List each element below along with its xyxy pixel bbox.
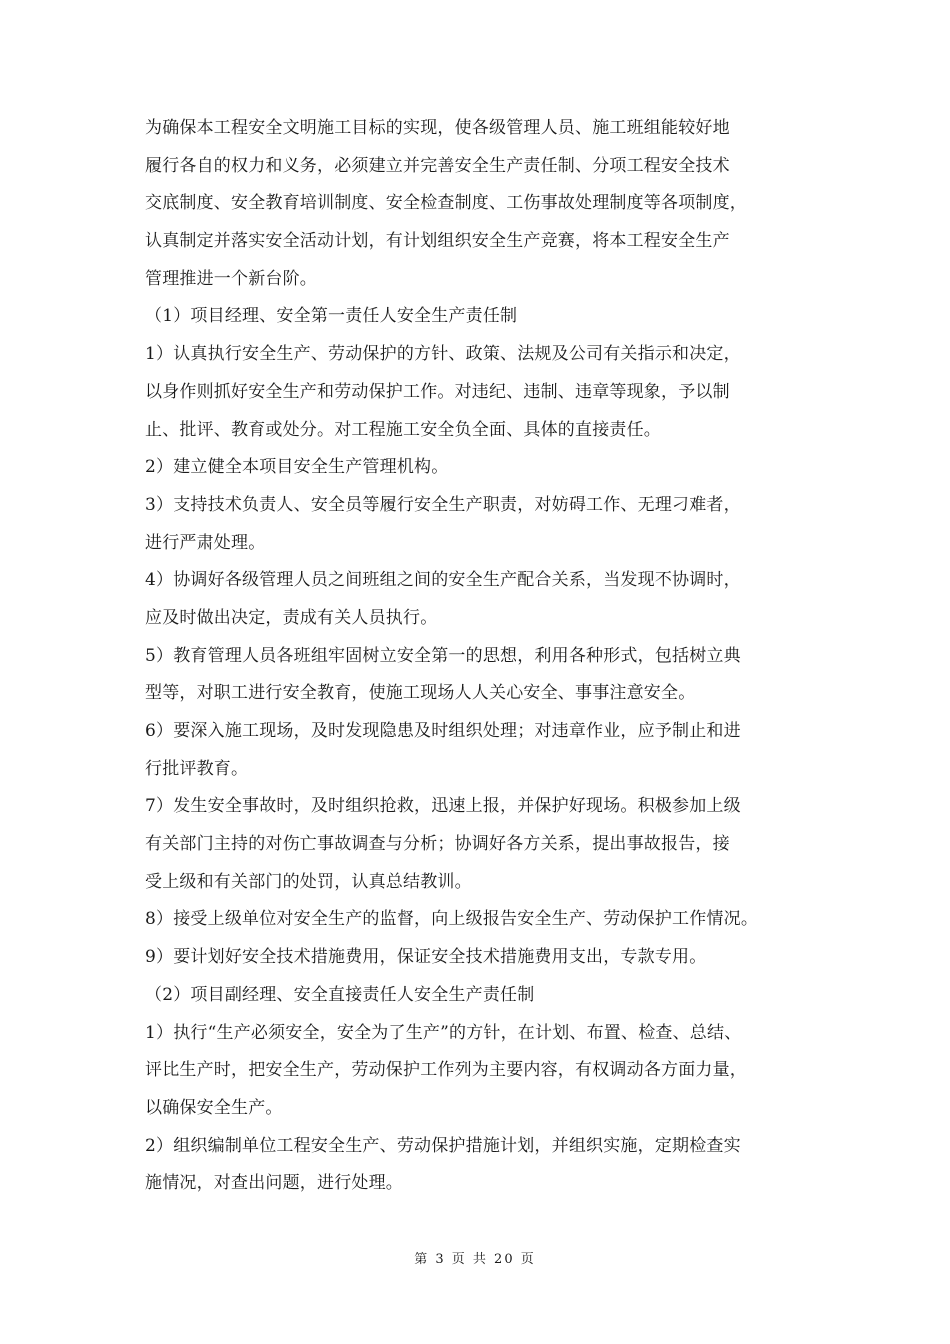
section-heading: （1）项目经理、安全第一责任人安全生产责任制 xyxy=(145,306,518,327)
text-line: 以确保安全生产。 xyxy=(145,1097,283,1118)
text-line: 认真制定并落实安全活动计划，有计划组织安全生产竞赛，将本工程安全生产 xyxy=(145,231,730,252)
text-line: 6）要深入施工现场，及时发现隐患及时组织处理；对违章作业，应予制止和进 xyxy=(145,721,741,741)
text-line: 3）支持技术负责人、安全员等履行安全生产职责，对妨碍工作、无理刁难者， xyxy=(145,494,741,515)
text-line: 有关部门主持的对伤亡事故调查与分析；协调好各方关系，提出事故报告，接 xyxy=(145,834,730,855)
section-heading: （2）项目副经理、安全直接责任人安全生产责任制 xyxy=(145,984,535,1005)
text-line: 评比生产时，把安全生产，劳动保护工作列为主要内容，有权调动各方面力量， xyxy=(145,1060,747,1081)
text-line: 1）执行“生产必须安全，安全为了生产”的方针，在计划、布置、检查、总结、 xyxy=(145,1022,742,1043)
text-line: 交底制度、安全教育培训制度、安全检查制度、工伤事故处理制度等各项制度， xyxy=(145,193,747,214)
text-line: 进行严肃处理。 xyxy=(145,532,266,553)
text-line: 型等，对职工进行安全教育，使施工现场人人关心安全、事事注意安全。 xyxy=(145,683,696,704)
text-line: 行批评教育。 xyxy=(145,758,249,779)
text-line: 为确保本工程安全文明施工目标的实现，使各级管理人员、施工班组能较好地 xyxy=(145,118,730,138)
text-line: 8）接受上级单位对安全生产的监督，向上级报告安全生产、劳动保护工作情况。 xyxy=(145,909,759,930)
text-line: 5）教育管理人员各班组牢固树立安全第一的思想，利用各种形式，包括树立典 xyxy=(145,645,741,666)
text-line: 2）建立健全本项目安全生产管理机构。 xyxy=(145,457,449,478)
page-number-footer: 第 3 页 共 20 页 xyxy=(414,1252,536,1267)
text-line: 止、批评、教育或处分。对工程施工安全负全面、具体的直接责任。 xyxy=(145,419,661,440)
document-body xyxy=(145,110,825,1203)
text-line: 管理推进一个新台阶。 xyxy=(145,268,317,289)
text-line: 履行各自的权力和义务，必须建立并完善安全生产责任制、分项工程安全技术 xyxy=(145,155,730,176)
text-line: 受上级和有关部门的处罚，认真总结教训。 xyxy=(145,871,472,892)
text-line: 2）组织编制单位工程安全生产、劳动保护措施计划，并组织实施，定期检查实 xyxy=(145,1135,741,1156)
text-line: 7）发生安全事故时，及时组织抢救，迅速上报，并保护好现场。积极参加上级 xyxy=(145,796,741,817)
text-line: 4）协调好各级管理人员之间班组之间的安全生产配合关系，当发现不协调时， xyxy=(145,570,741,591)
text-line: 9）要计划好安全技术措施费用，保证安全技术措施费用支出，专款专用。 xyxy=(145,947,707,968)
text-line: 以身作则抓好安全生产和劳动保护工作。对违纪、违制、违章等现象，予以制 xyxy=(145,381,730,402)
text-line: 施情况，对查出问题，进行处理。 xyxy=(145,1173,403,1194)
text-line: 应及时做出决定，责成有关人员执行。 xyxy=(145,607,438,628)
text-line: 1）认真执行安全生产、劳动保护的方针、政策、法规及公司有关指示和决定， xyxy=(145,344,741,365)
